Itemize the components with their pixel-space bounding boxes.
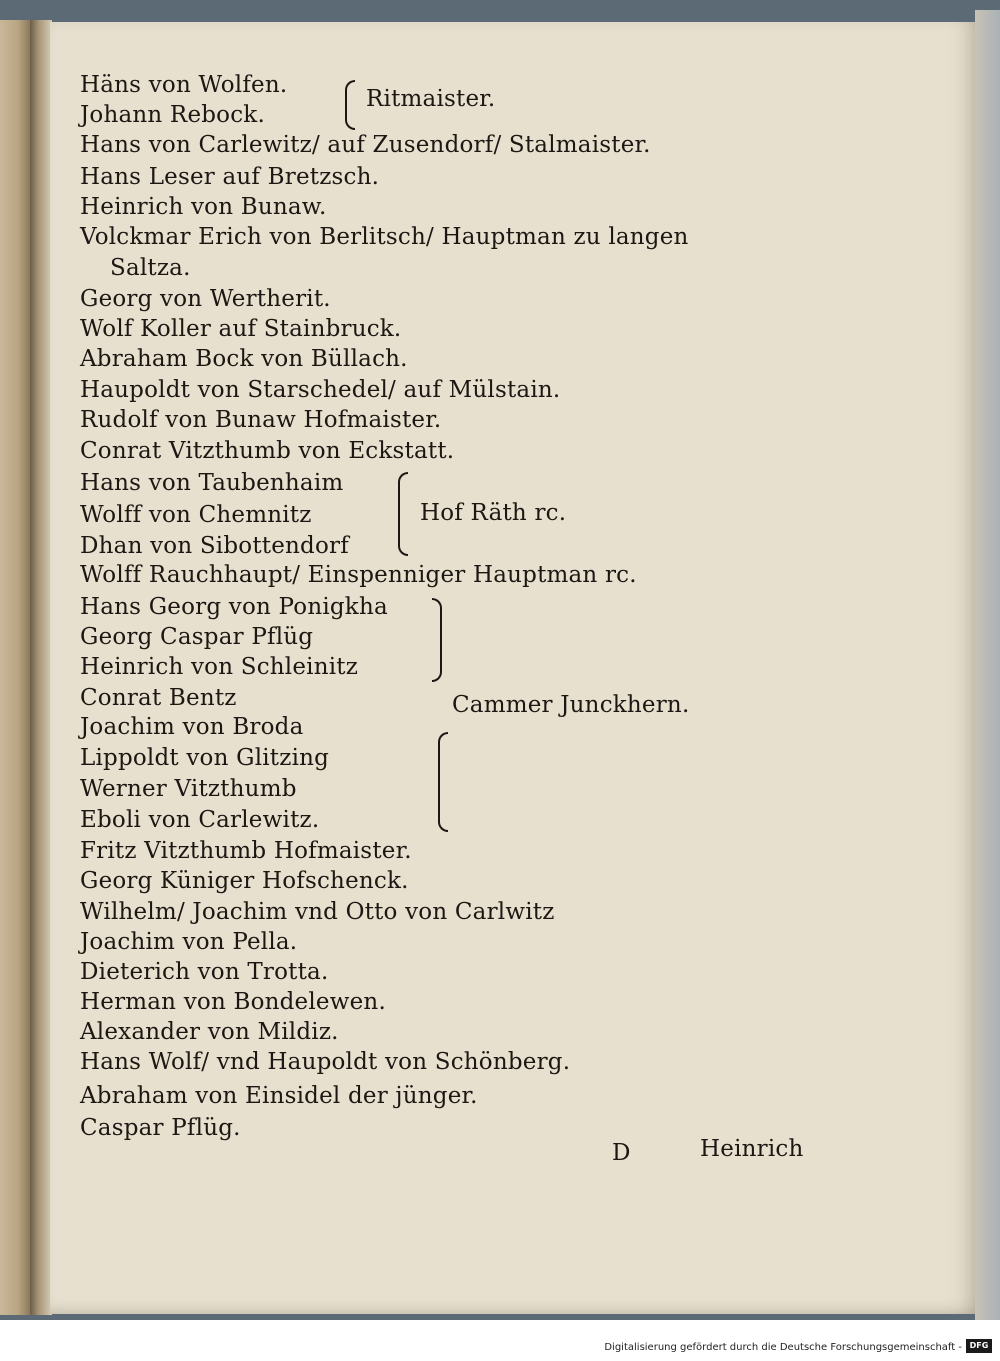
text-line: Volckmar Erich von Berlitsch/ Hauptman zu langen [80,224,689,250]
text-line: Georg Caspar Pflüg [80,624,314,650]
text-line: Haupoldt von Starschedel/ auf Mülstain. [80,377,561,403]
facing-page-edge [0,20,30,1315]
text-line: Wilhelm/ Joachim vnd Otto von Carlwitz [80,899,555,925]
text-line: Häns von Wolfen. [80,72,288,98]
brace-ritmaister [345,80,355,130]
signature-mark: D [612,1140,631,1166]
brace-hofrath [398,472,408,556]
text-line: Caspar Pflüg. [80,1115,241,1141]
text-line: Rudolf von Bunaw Hofmaister. [80,407,442,433]
text-line: Wolf Koller auf Stainbruck. [80,316,402,342]
book-gutter [30,20,52,1315]
text-line: Hans Wolf/ vnd Haupoldt von Schönberg. [80,1049,571,1075]
text-line: Wolff von Chemnitz [80,502,312,528]
text-line: Joachim von Pella. [80,929,298,955]
label-ritmaister: Ritmaister. [366,86,496,112]
text-line: Johann Rebock. [80,102,265,128]
text-line: Conrat Vitzthumb von Eckstatt. [80,438,455,464]
page-right-edge [975,10,1000,1320]
text-line: Lippoldt von Glitzing [80,745,330,771]
text-line: Dieterich von Trotta. [80,959,329,985]
text-line: Eboli von Carlewitz. [80,807,320,833]
text-line: Dhan von Sibottendorf [80,533,349,559]
brace-cammer-top [432,598,442,682]
brace-cammer-bottom [438,732,448,832]
text-line: Wolff Rauchhaupt/ Einspenniger Hauptman rc. [80,562,637,588]
text-line: Fritz Vitzthumb Hofmaister. [80,838,412,864]
catchword: Heinrich [700,1136,804,1162]
text-line: Georg von Wertherit. [80,286,331,312]
text-line: Joachim von Broda [80,714,304,740]
dfg-logo: DFG [966,1339,992,1353]
text-line: Abraham Bock von Büllach. [80,346,408,372]
text-line: Hans Leser auf Bretzsch. [80,164,380,190]
text-line: Saltza. [110,255,191,281]
text-line: Hans von Carlewitz/ auf Zusendorf/ Stalmaister. [80,132,651,158]
label-cammer: Cammer Junckhern. [452,692,690,718]
text-line: Conrat Bentz [80,685,237,711]
text-line: Hans Georg von Ponigkha [80,594,388,620]
text-line: Alexander von Mildiz. [80,1019,339,1045]
funding-notice: Digitalisierung gefördert durch die Deutsche Forschungsgemeinschaft - [604,1342,962,1353]
text-line: Herman von Bondelewen. [80,989,386,1015]
label-hofrath: Hof Räth rc. [420,500,567,526]
text-line: Abraham von Einsidel der jünger. [80,1083,478,1109]
text-line: Heinrich von Bunaw. [80,194,327,220]
footer-bar [0,1320,1000,1361]
text-line: Heinrich von Schleinitz [80,654,359,680]
text-line: Werner Vitzthumb [80,776,297,802]
text-line: Hans von Taubenhaim [80,470,344,496]
text-line: Georg Küniger Hofschenck. [80,868,409,894]
